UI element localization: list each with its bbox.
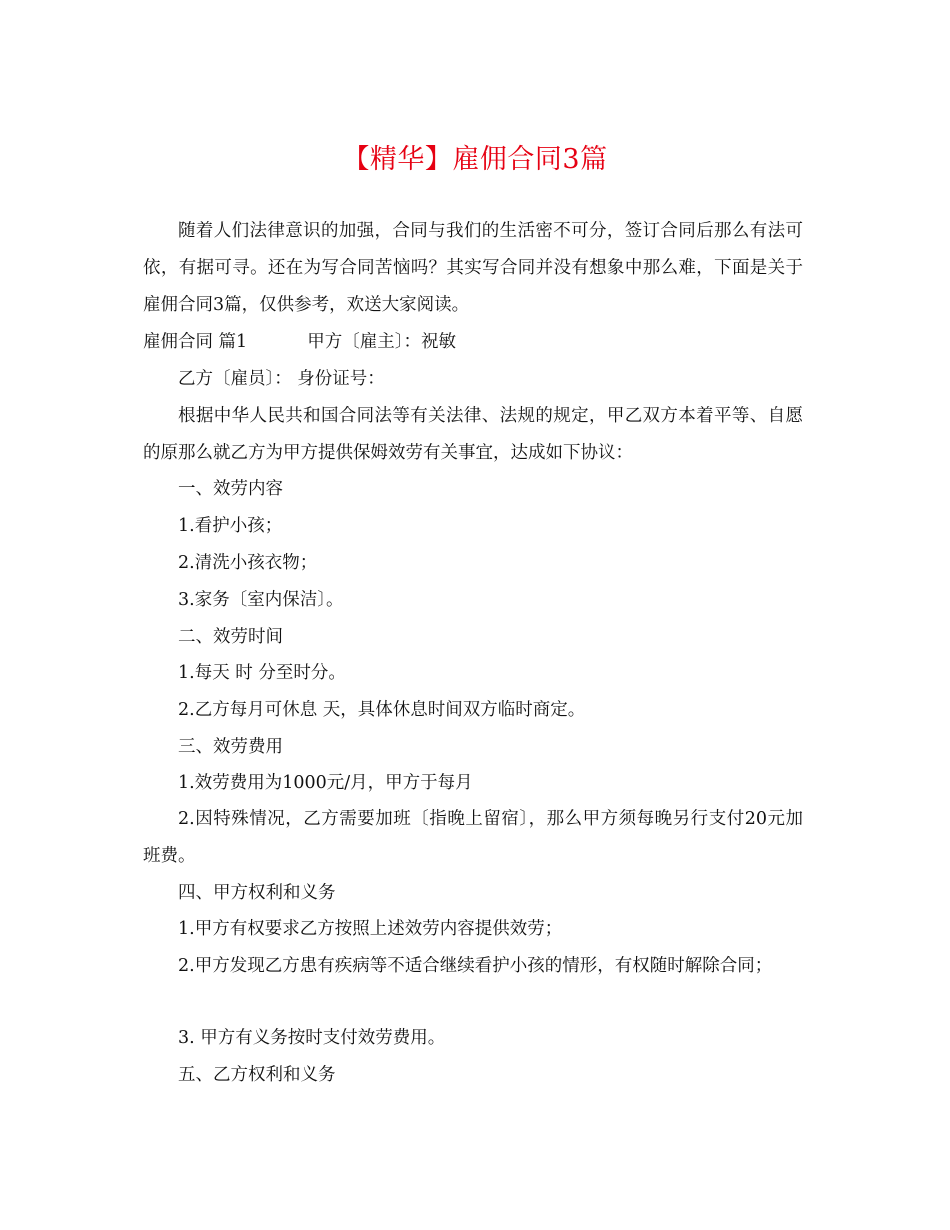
section-3-title: 三、效劳费用 xyxy=(178,737,283,757)
section-4-item-2: 2.甲方发现乙方患有疾病等不适合继续看护小孩的情形，有权随时解除合同； xyxy=(178,956,773,976)
section-2-item-2: 2.乙方每月可休息 天，具体休息时间双方临时商定。 xyxy=(178,700,586,720)
section-1-item-3: 3.家务〔室内保洁〕。 xyxy=(178,590,344,610)
section-5-title: 五、乙方权利和义务 xyxy=(178,1065,336,1085)
contract-heading-line xyxy=(143,324,803,361)
section-4-item-3: 3. 甲方有义务按时支付效劳费用。 xyxy=(178,1028,446,1048)
section-1-title: 一、效劳内容 xyxy=(178,479,283,499)
section-2-item-1: 1.每天 时 分至时分。 xyxy=(178,663,346,683)
section-4-title: 四、甲方权利和义务 xyxy=(178,883,336,903)
party-b-line: 乙方〔雇员〕： 身份证号： xyxy=(178,369,385,389)
preamble-paragraph: 根据中华人民共和国合同法等有关法律、法规的规定，甲乙双方本着平等、自愿的原那么就乙方为甲方提供保姆效劳有关事宜，达成如下协议： xyxy=(143,406,803,463)
section-3-item-2: 2.因特殊情况，乙方需要加班〔指晚上留宿〕，那么甲方须每晚另行支付20元加班费。 xyxy=(143,809,803,866)
section-4-item-1: 1.甲方有权要求乙方按照上述效劳内容提供效劳； xyxy=(178,919,563,939)
party-a-line: 甲方〔雇主〕：祝敏 xyxy=(307,332,456,352)
section-1-item-2: 2.清洗小孩衣物； xyxy=(178,553,318,573)
contract-heading: 雇佣合同 篇1 xyxy=(143,332,248,352)
section-3-item-1: 1.效劳费用为1000元/月，甲方于每月 xyxy=(178,773,473,793)
section-2-title: 二、效劳时间 xyxy=(178,627,283,647)
document-title: 【精华】雇佣合同3篇 xyxy=(342,144,608,175)
intro-paragraph: 随着人们法律意识的加强，合同与我们的生活密不可分，签订合同后那么有法可依，有据可寻。还在为写合同苦恼吗？其实写合同并没有想象中那么难，下面是关于雇佣合同3篇，仅供参考，欢送大家阅读。 xyxy=(143,221,803,315)
section-1-item-1: 1.看护小孩； xyxy=(178,516,283,536)
